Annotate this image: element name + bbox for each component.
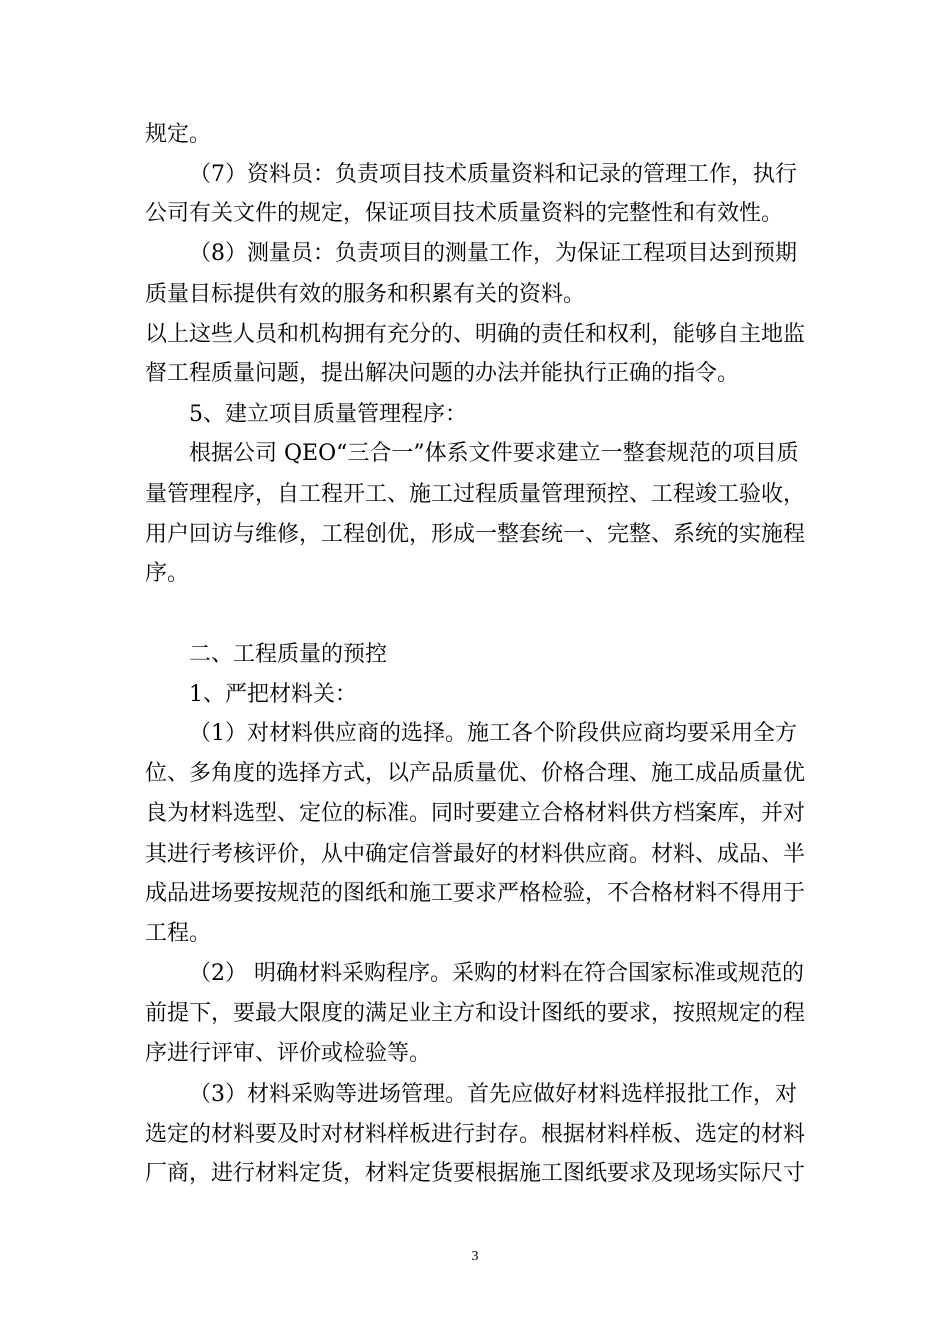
text-line: 成品进场要按规范的图纸和施工要求严格检验，不合格材料不得用于: [145, 881, 806, 906]
text-line: 位、多角度的选择方式，以产品质量优、价格合理、施工成品质量优: [145, 761, 806, 786]
text-line: 质量目标提供有效的服务和积累有关的资料。: [145, 282, 586, 307]
text-line: 序进行评审、评价或检验等。: [145, 1041, 432, 1066]
text-line: 序。: [145, 561, 190, 586]
text-line: 以上这些人员和机构拥有充分的、明确的责任和权利，能够自主地监: [145, 322, 806, 347]
text-line: 良为材料选型、定位的标准。同时要建立合格材料供方档案库，并对: [145, 801, 806, 826]
text-line: （7）资料员：负责项目技术质量资料和记录的管理工作，执行: [189, 162, 797, 187]
section-heading: 5、建立项目质量管理程序：: [189, 402, 467, 427]
text-line: 其进行考核评价，从中确定信誉最好的材料供应商。材料、成品、半: [145, 842, 806, 867]
text-line: 选定的材料要及时对材料样板进行封存。根据材料样板、选定的材料: [145, 1122, 806, 1147]
text-line: 规定。: [145, 122, 212, 147]
text-line: （2） 明确材料采购程序。采购的材料在符合国家标准或规范的: [189, 961, 804, 986]
text-line: 督工程质量问题，提出解决问题的办法并能执行正确的指令。: [145, 361, 740, 386]
text-line: （3）材料采购等进场管理。首先应做好材料选样报批工作，对: [189, 1082, 797, 1107]
text-line: 公司有关文件的规定，保证项目技术质量资料的完整性和有效性。: [145, 201, 784, 226]
text-line: （1）对材料供应商的选择。施工各个阶段供应商均要采用全方: [189, 721, 797, 746]
section-heading: 1、严把材料关：: [189, 682, 357, 707]
text-line: 厂商，进行材料定货，材料定货要根据施工图纸要求及现场实际尺寸: [145, 1161, 806, 1186]
text-line: 工程。: [145, 921, 212, 946]
text-line: 量管理程序，自工程开工、施工过程质量管理预控、工程竣工验收，: [145, 482, 806, 507]
text-line: 用户回访与维修，工程创优，形成一整套统一、完整、系统的实施程: [145, 522, 806, 547]
text-line: （8）测量员：负责项目的测量工作，为保证工程项目达到预期: [189, 241, 797, 266]
page-number: 3: [471, 1249, 479, 1264]
text-line: 前提下，要最大限度的满足业主方和设计图纸的要求，按照规定的程: [145, 1001, 806, 1026]
text-line: 根据公司 QEO“三合一”体系文件要求建立一整套规范的项目质: [189, 441, 799, 466]
chapter-heading: 二、工程质量的预控: [189, 642, 388, 667]
